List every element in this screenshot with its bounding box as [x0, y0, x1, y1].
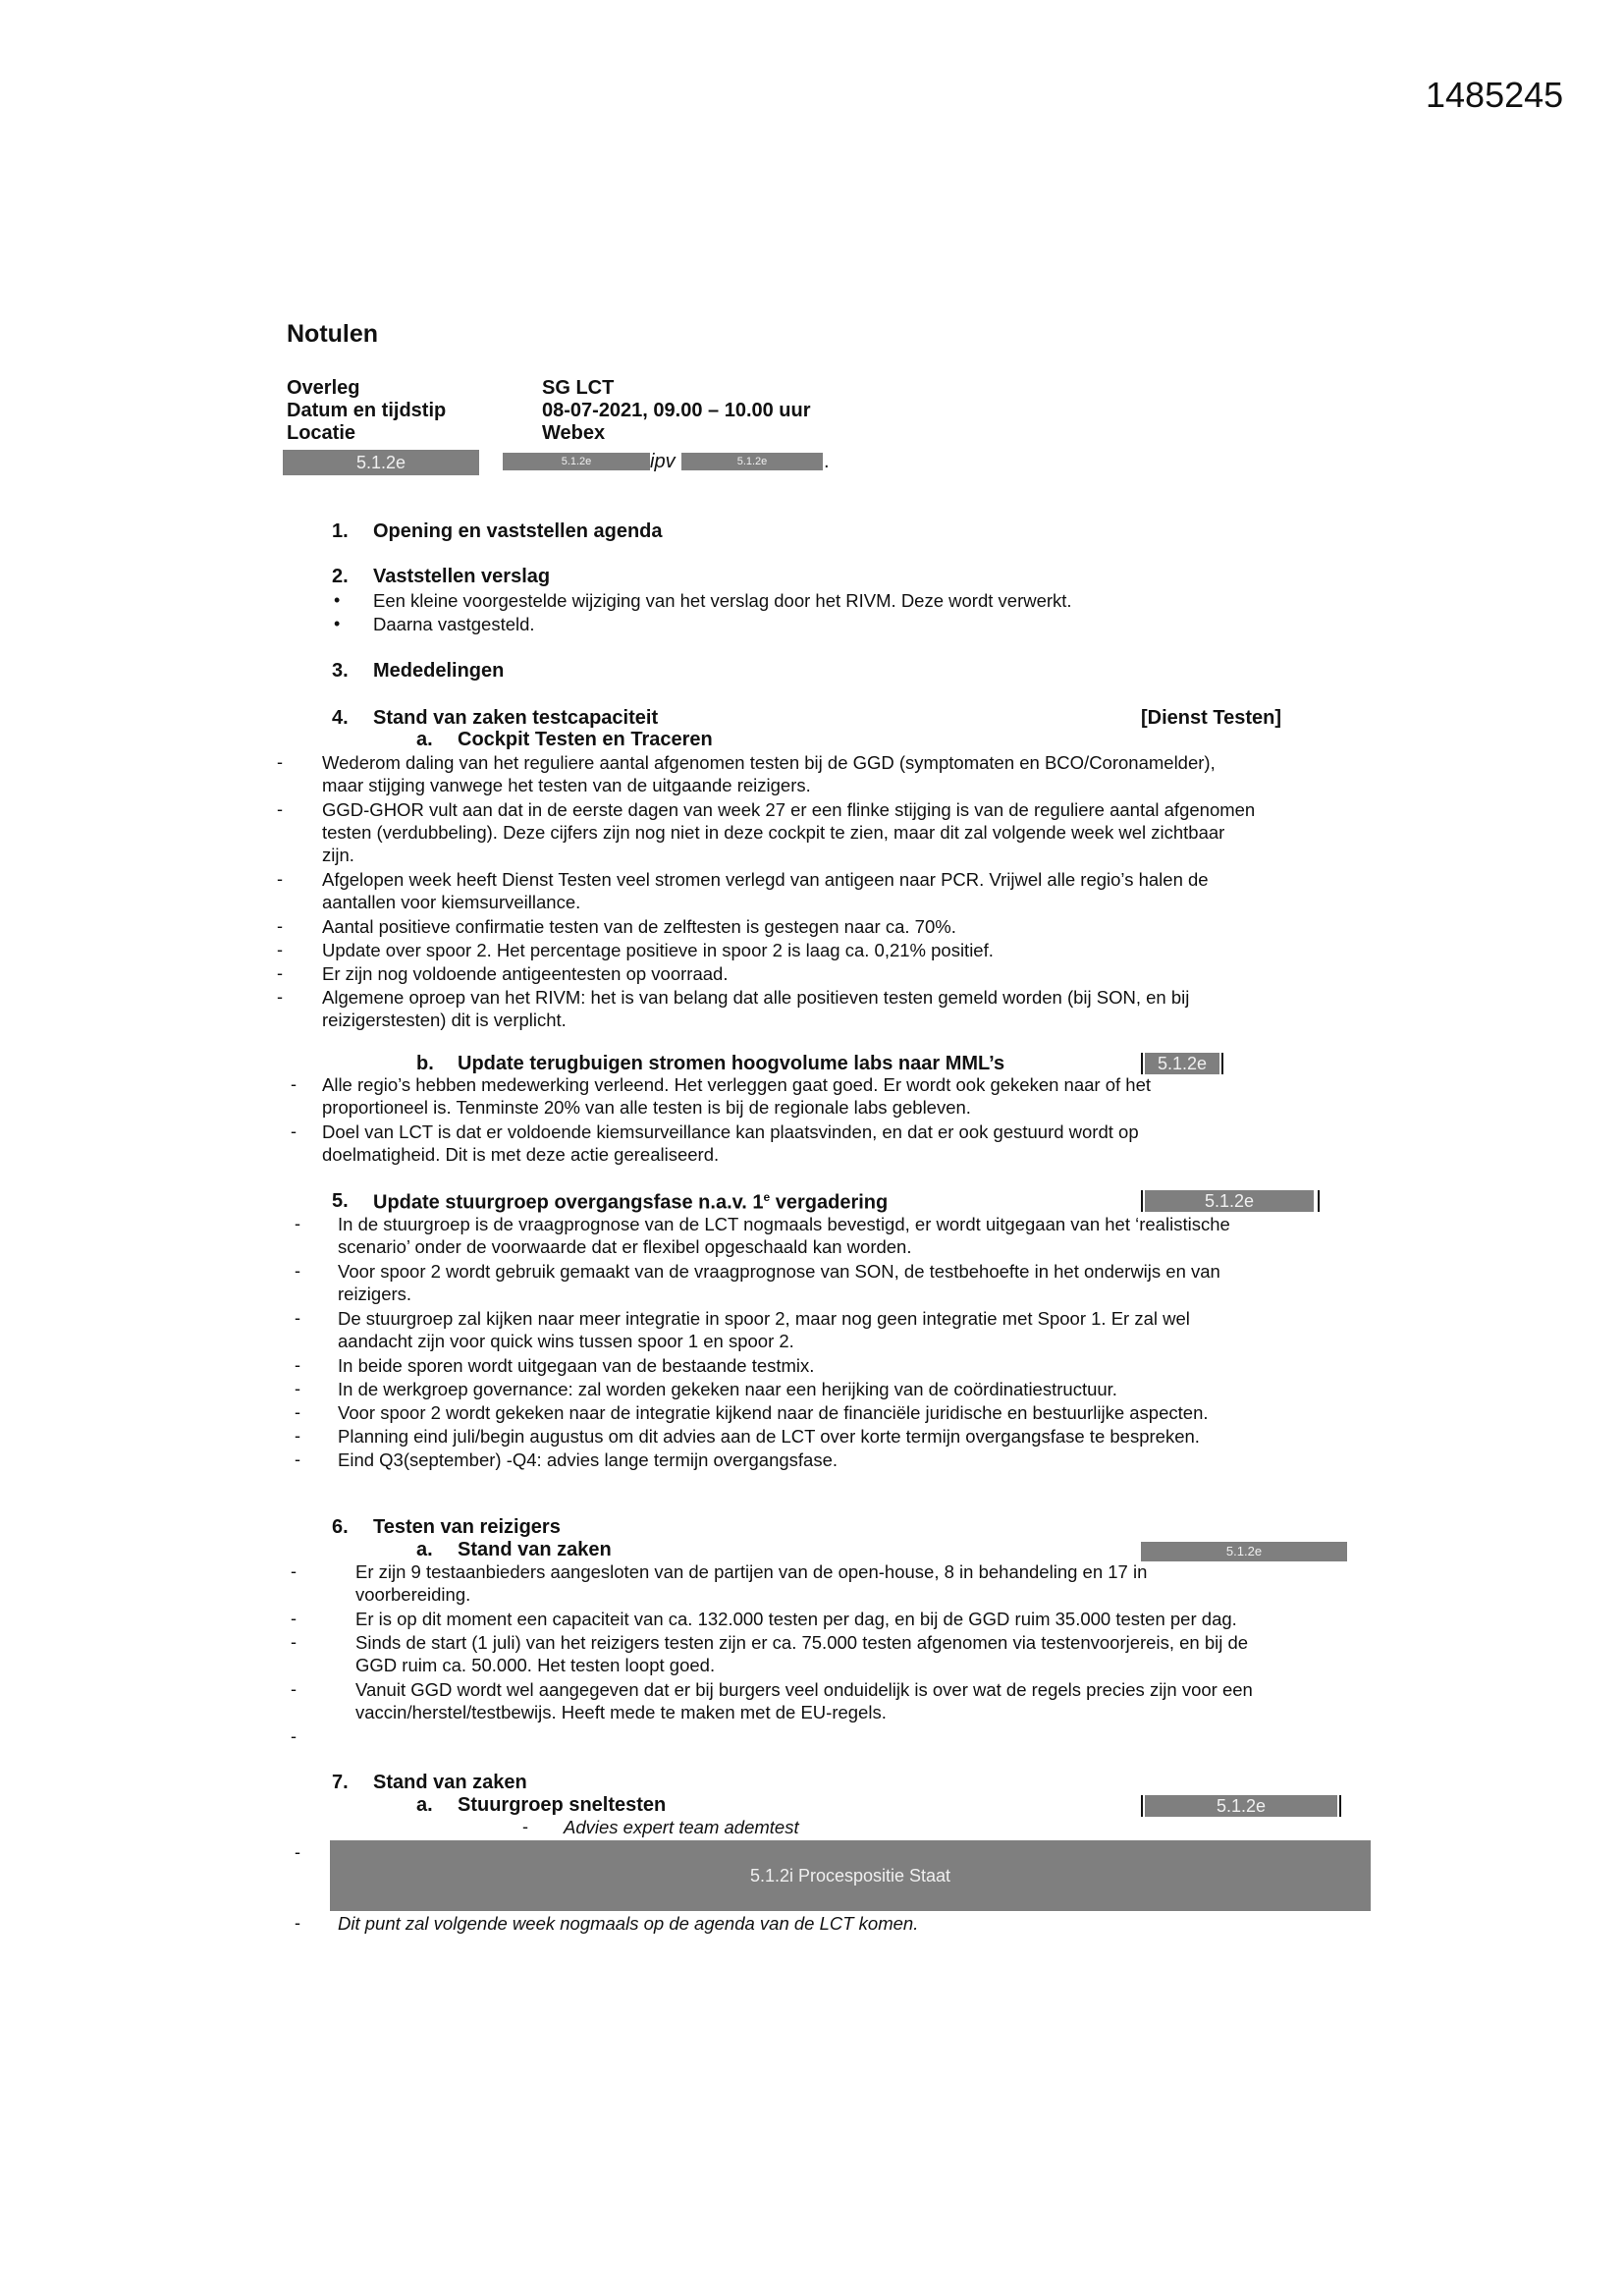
bullet-icon: • — [334, 590, 341, 610]
dash-icon: - — [295, 1214, 300, 1233]
overleg-value: SG LCT — [542, 377, 615, 399]
dash-icon: - — [295, 1402, 300, 1422]
list-item: scenario’ onder de voorwaarde dat er flexibel opgeschaald kan worden. — [338, 1236, 912, 1257]
sub-list-item: Advies expert team ademtest — [564, 1817, 799, 1837]
list-item: Algemene oproep van het RIVM: het is van belang dat alle positieven testen gemeld worden (bij SON, en bij — [322, 987, 1190, 1008]
list-item: GGD ruim ca. 50.000. Het testen loopt goed. — [355, 1655, 716, 1675]
section-title: Testen van reizigers — [373, 1516, 561, 1538]
dash-icon: - — [291, 1609, 297, 1628]
document-id: 1485245 — [1426, 75, 1564, 115]
locatie-value: Webex — [542, 422, 606, 444]
section-number: 4. — [332, 707, 349, 729]
subsection-6a-heading — [416, 1539, 1104, 1562]
section-4-heading — [332, 707, 1216, 731]
overleg-label: Overleg — [287, 377, 360, 399]
dash-icon: - — [295, 1913, 300, 1933]
section-title: Mededelingen — [373, 660, 505, 682]
dash-icon: - — [277, 752, 283, 772]
list-item: Vanuit GGD wordt wel aangegeven dat er bij burgers veel onduidelijk is over wat de regels precies zijn voor een — [355, 1679, 1253, 1700]
subsection-letter: a. — [416, 1794, 433, 1816]
list-item: proportioneel is. Tenminste 20% van alle testen is bij de regionale labs gebleven. — [322, 1097, 971, 1118]
subsection-title: Stuurgroep sneltesten — [458, 1794, 667, 1816]
subsection-title: Cockpit Testen en Traceren — [458, 729, 713, 750]
list-item: Wederom daling van het reguliere aantal afgenomen testen bij de GGD (symptomaten en BCO/Coronamelder), — [322, 752, 1216, 773]
list-item: Er zijn nog voldoende antigeentesten op voorraad. — [322, 963, 729, 984]
dash-icon: - — [522, 1817, 528, 1836]
list-item: aandacht zijn voor quick wins tussen spoor 1 en spoor 2. — [338, 1331, 794, 1351]
section-number: 2. — [332, 566, 349, 587]
dash-icon: - — [295, 1308, 300, 1328]
section-number: 5. — [332, 1190, 349, 1212]
dash-icon: - — [291, 1632, 297, 1652]
section-title — [373, 1190, 888, 1215]
section-3-heading — [332, 660, 1216, 683]
dash-icon: - — [295, 1842, 300, 1862]
list-item: Aantal positieve confirmatie testen van de zelftesten is gestegen naar ca. 70%. — [322, 916, 956, 937]
section-title: Opening en vaststellen agenda — [373, 520, 663, 542]
list-item: Update over spoor 2. Het percentage positieve in spoor 2 is laag ca. 0,21% positief. — [322, 940, 994, 960]
section-2-heading — [332, 566, 1216, 589]
section-title: Vaststellen verslag — [373, 566, 551, 587]
redaction-block: 5.1.2i Procespositie Staat — [330, 1840, 1371, 1911]
subsection-7a-heading — [416, 1794, 1104, 1818]
section-title-text: Update stuurgroep overgangsfase n.a.v. 1 — [373, 1191, 764, 1214]
list-item: Afgelopen week heeft Dienst Testen veel stromen verlegd van antigeen naar PCR. Vrijwel alle regio’s halen de — [322, 869, 1209, 890]
ipv-text: ipv — [650, 451, 676, 472]
list-item: Doel van LCT is dat er voldoende kiemsurveillance kan plaatsvinden, en dat er ook gestuurd wordt op — [322, 1121, 1139, 1142]
section-title: Stand van zaken — [373, 1772, 527, 1793]
bracket-left — [1141, 1190, 1143, 1212]
list-item: Er is op dit moment een capaciteit van ca. 132.000 testen per dag, en bij de GGD ruim 35.000 testen per dag. — [355, 1609, 1237, 1629]
list-item: Dit punt zal volgende week nogmaals op de agenda van de LCT komen. — [338, 1913, 919, 1934]
subsection-letter: a. — [416, 1539, 433, 1560]
subsection-letter: b. — [416, 1053, 434, 1074]
bracket-right — [1221, 1053, 1223, 1074]
owner-tag: [Dienst Testen] — [1141, 707, 1281, 729]
datum-value: 08-07-2021, 09.00 – 10.00 uur — [542, 400, 811, 421]
list-item: reizigerstesten) dit is verplicht. — [322, 1010, 567, 1030]
list-item: reizigers. — [338, 1284, 412, 1304]
dash-icon: - — [277, 916, 283, 936]
list-item: Sinds de start (1 juli) van het reizigers testen zijn er ca. 75.000 testen afgenomen via testenvoorjereis, en bij de — [355, 1632, 1249, 1653]
section-number: 6. — [332, 1516, 349, 1538]
redaction-box: 5.1.2e — [1145, 1053, 1219, 1074]
redaction-box: 5.1.2e — [1141, 1542, 1347, 1561]
dash-icon: - — [277, 799, 283, 819]
subsection-letter: a. — [416, 729, 433, 750]
list-item: Een kleine voorgestelde wijziging van het verslag door het RIVM. Deze wordt verwerkt. — [373, 590, 1072, 611]
list-item: aantallen voor kiemsurveillance. — [322, 892, 581, 912]
section-5-heading — [332, 1190, 1216, 1214]
list-item: Alle regio’s hebben medewerking verleend. Het verleggen gaat goed. Er wordt ook gekeken naar of het — [322, 1074, 1151, 1095]
superscript: e — [763, 1190, 771, 1204]
section-1-heading — [332, 520, 1216, 544]
dash-icon: - — [291, 1726, 297, 1746]
list-item: De stuurgroep zal kijken naar meer integratie in spoor 2, maar nog geen integratie met Spoor 1. Er zal wel — [338, 1308, 1190, 1329]
bracket-left — [1141, 1795, 1143, 1817]
dash-icon: - — [295, 1449, 300, 1469]
dash-icon: - — [295, 1355, 300, 1375]
list-item: testen (verdubbeling). Deze cijfers zijn nog niet in deze cockpit te zien, maar dit zal volgende week wel zichtbaar — [322, 822, 1225, 843]
redaction-box: 5.1.2e — [503, 453, 650, 470]
dash-icon: - — [277, 963, 283, 983]
dash-icon: - — [277, 869, 283, 889]
section-6-heading — [332, 1516, 1216, 1540]
section-title-end: vergadering — [770, 1191, 889, 1214]
dash-icon: - — [295, 1261, 300, 1281]
section-title: Stand van zaken testcapaciteit — [373, 707, 659, 729]
bullet-icon: • — [334, 614, 341, 633]
bracket-left — [1141, 1053, 1143, 1074]
dash-icon: - — [291, 1679, 297, 1699]
list-item: In de werkgroep governance: zal worden gekeken naar een herijking van de coördinatiestructuur. — [338, 1379, 1117, 1399]
section-number: 1. — [332, 520, 349, 542]
list-item: GGD-GHOR vult aan dat in de eerste dagen van week 27 er een flinke stijging is van de reguliere aantal afgenomen — [322, 799, 1256, 820]
dash-icon: - — [291, 1074, 297, 1094]
subsection-title: Update terugbuigen stromen hoogvolume labs naar MML’s — [458, 1053, 1005, 1074]
subsection-title: Stand van zaken — [458, 1539, 612, 1560]
subsection-4b-heading — [416, 1053, 1104, 1076]
dash-icon: - — [295, 1379, 300, 1398]
list-item: doelmatigheid. Dit is met deze actie gerealiseerd. — [322, 1144, 720, 1165]
list-item: voorbereiding. — [355, 1584, 471, 1605]
list-item: zijn. — [322, 845, 354, 865]
list-item: Planning eind juli/begin augustus om dit advies aan de LCT over korte termijn overgangsfase te bespreken. — [338, 1426, 1200, 1447]
list-item: Voor spoor 2 wordt gebruik gemaakt van de vraagprognose van SON, de testbehoefte in het onderwijs en van — [338, 1261, 1220, 1282]
section-number: 3. — [332, 660, 349, 682]
list-item: In beide sporen wordt uitgegaan van de bestaande testmix. — [338, 1355, 815, 1376]
bracket-right — [1318, 1190, 1320, 1212]
redaction-box: 5.1.2e — [1145, 1190, 1314, 1212]
dash-icon: - — [277, 987, 283, 1007]
dash-icon: - — [291, 1561, 297, 1581]
list-item: Er zijn 9 testaanbieders aangesloten van de partijen van de open-house, 8 in behandeling en 17 in — [355, 1561, 1148, 1582]
dash-icon: - — [291, 1121, 297, 1141]
subsection-4a-heading — [416, 729, 1104, 752]
list-item: Voor spoor 2 wordt gekeken naar de integratie kijkend naar de financiële juridische en bestuurlijke aspecten. — [338, 1402, 1209, 1423]
redaction-box: 5.1.2e — [681, 453, 823, 470]
dash-icon: - — [295, 1426, 300, 1446]
page-title: Notulen — [287, 320, 379, 348]
locatie-label: Locatie — [287, 422, 356, 444]
list-item: Eind Q3(september) -Q4: advies lange termijn overgangsfase. — [338, 1449, 839, 1470]
redaction-box: 5.1.2e — [1145, 1795, 1337, 1817]
redaction-box: 5.1.2e — [283, 450, 479, 475]
list-item: Daarna vastgesteld. — [373, 614, 535, 634]
list-item: maar stijging vanwege het testen van de uitgaande reizigers. — [322, 775, 811, 795]
period-text: . — [824, 451, 830, 472]
section-7-heading — [332, 1772, 1216, 1795]
datum-label: Datum en tijdstip — [287, 400, 447, 421]
list-item: vaccin/herstel/testbewijs. Heeft mede te maken met de EU-regels. — [355, 1702, 887, 1722]
dash-icon: - — [277, 940, 283, 959]
bracket-right — [1339, 1795, 1341, 1817]
section-number: 7. — [332, 1772, 349, 1793]
list-item: In de stuurgroep is de vraagprognose van de LCT nogmaals bevestigd, er wordt uitgegaan van het ‘realistische — [338, 1214, 1230, 1234]
